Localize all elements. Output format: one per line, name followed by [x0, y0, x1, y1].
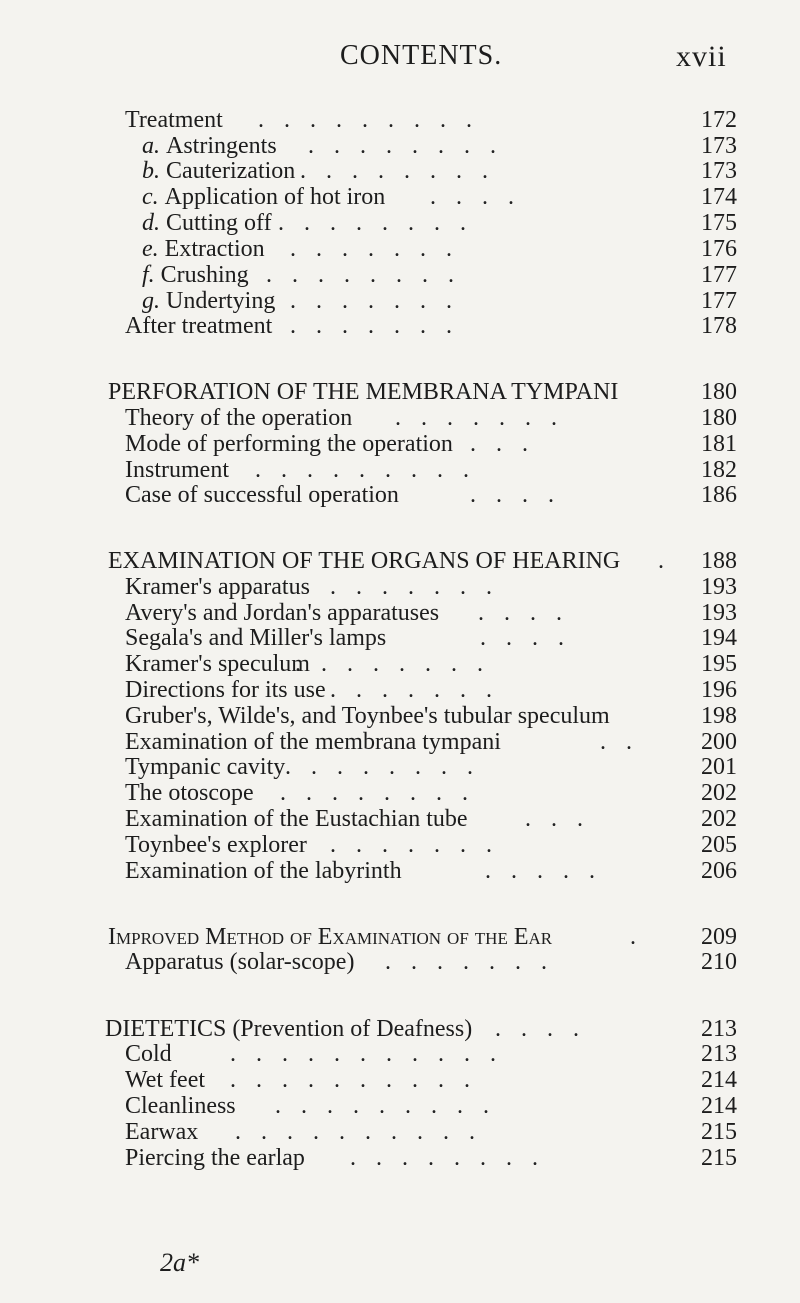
toc-entry-text: Avery's and Jordan's apparatuses: [125, 600, 440, 626]
toc-entry-text: Toynbee's explorer: [125, 832, 307, 858]
toc-leader-dots: . . . . . . . . . .: [230, 1067, 470, 1093]
toc-entry-letter: b.: [142, 158, 166, 184]
toc-leader-dots: . . . . . . . . . . .: [230, 1041, 496, 1067]
toc-entry-text: Cutting off: [166, 210, 272, 236]
toc-entry-page: 215: [701, 1145, 737, 1171]
toc-entry[interactable]: [125, 1144, 737, 1172]
toc-entry[interactable]: [125, 676, 737, 704]
toc-entry-page: 176: [701, 236, 737, 262]
toc-entry-text: Kramer's apparatus: [125, 574, 310, 600]
toc-leader-dots: . .: [600, 729, 632, 755]
toc-leader-dots: . . . . . . . . . .: [235, 1119, 475, 1145]
toc-entry[interactable]: [125, 1040, 737, 1068]
toc-leader-dots: . . . . . . . .: [278, 210, 466, 236]
toc-entry[interactable]: [125, 1118, 737, 1146]
toc-entry[interactable]: [125, 753, 737, 781]
toc-entry-page: 200: [701, 729, 737, 755]
toc-entry-letter: d.: [142, 210, 166, 236]
toc-entry-label: [125, 650, 310, 678]
toc-entry-page: 177: [701, 262, 737, 288]
toc-entry-text: After treatment: [125, 313, 273, 339]
toc-leader-dots: . . . . . . . .: [285, 754, 473, 780]
toc-entry-page: 215: [701, 1119, 737, 1145]
toc-entry[interactable]: [125, 404, 737, 432]
toc-entry-page: 202: [701, 806, 737, 832]
toc-entry[interactable]: [108, 547, 737, 575]
toc-entry[interactable]: [125, 312, 737, 340]
toc-leader-dots: . . . . . . .: [330, 677, 492, 703]
toc-leader-dots: . . . . . . . .: [300, 158, 488, 184]
toc-entry-page: 193: [701, 574, 737, 600]
toc-leader-dots: . . . . . . . .: [295, 651, 483, 677]
toc-leader-dots: . . . . . . .: [330, 832, 492, 858]
toc-leader-dots: .: [658, 548, 664, 574]
toc-entry-page: 173: [701, 158, 737, 184]
toc-leader-dots: . . . .: [470, 482, 554, 508]
toc-entry-page: 180: [701, 379, 737, 405]
toc-entry-label: [125, 676, 326, 704]
toc-entry[interactable]: [125, 857, 737, 885]
toc-entry[interactable]: [142, 183, 737, 211]
toc-entry-label: [125, 312, 272, 340]
toc-leader-dots: . . . .: [478, 600, 562, 626]
running-title: CONTENTS.: [340, 40, 503, 71]
toc-entry-label: [125, 404, 352, 432]
toc-entry-page: 214: [701, 1067, 737, 1093]
toc-leader-dots: . . . . . . . . .: [275, 1093, 489, 1119]
toc-entry-page: 175: [701, 210, 737, 236]
toc-entry[interactable]: [125, 624, 737, 652]
toc-entry[interactable]: [125, 106, 737, 134]
toc-entry-text: Examination of the membrana tympani: [125, 729, 501, 755]
toc-entry-page: 213: [701, 1016, 737, 1042]
toc-entry-text: Undertying: [166, 288, 276, 314]
toc-leader-dots: . . . . . . .: [290, 236, 452, 262]
toc-leader-dots: . . . .: [480, 625, 564, 651]
toc-entry-label: [142, 157, 295, 185]
toc-entry[interactable]: [108, 378, 737, 406]
toc-entry[interactable]: [142, 209, 737, 237]
toc-entry[interactable]: [125, 779, 737, 807]
toc-entry-text: Segala's and Miller's lamps: [125, 625, 387, 651]
toc-entry-page: 181: [701, 431, 737, 457]
toc-entry-letter: f.: [142, 262, 161, 288]
toc-entry-text: Theory of the operation: [125, 405, 353, 431]
toc-entry-text: Crushing: [160, 262, 249, 288]
toc-entry-text: Application of hot iron: [164, 184, 386, 210]
toc-entry-page: 193: [701, 600, 737, 626]
toc-entry-text: Examination of the Eustachian tube: [125, 806, 468, 832]
toc-entry-label: [105, 1015, 472, 1043]
toc-entry[interactable]: [125, 728, 737, 756]
toc-entry-label: [125, 599, 439, 627]
toc-leader-dots: . . . . . . . . .: [255, 457, 469, 483]
toc-entry-letter: e.: [142, 236, 165, 262]
page-header: [0, 40, 800, 80]
toc-entry-label: [125, 1144, 305, 1172]
toc-entry-text: Cauterization: [166, 158, 296, 184]
toc-entry-page: 195: [701, 651, 737, 677]
toc-leader-dots: . . . . . . . . .: [240, 262, 454, 288]
toc-leader-dots: . . . . .: [485, 858, 595, 884]
toc-leader-dots: . . . . . . .: [330, 574, 492, 600]
toc-leader-dots: . . . . . . . .: [280, 780, 468, 806]
toc-entry-text: Kramer's speculum: [125, 651, 310, 677]
signature-mark: 2a*: [160, 1248, 199, 1277]
toc-entry-page: 174: [701, 184, 737, 210]
toc-entry-text: Instrument: [125, 457, 229, 483]
toc-leader-dots: .: [630, 924, 636, 950]
toc-entry[interactable]: [125, 948, 737, 976]
toc-entry-text: PERFORATION OF THE MEMBRANA TYMPANI: [108, 379, 619, 405]
toc-entry-page: 177: [701, 288, 737, 314]
toc-entry[interactable]: [125, 599, 737, 627]
toc-entry-text: Apparatus (solar-scope): [125, 949, 355, 975]
toc-entry[interactable]: [125, 831, 737, 859]
toc-entry-page: 202: [701, 780, 737, 806]
toc-entry-text: Piercing the earlap: [125, 1145, 305, 1171]
toc-entry-label: [125, 430, 453, 458]
toc-entry[interactable]: [125, 702, 737, 730]
toc-entry-page: 182: [701, 457, 737, 483]
toc-entry-text: Improved Method of Examination of the Ear: [108, 924, 553, 950]
toc-entry-text: Gruber's, Wilde's, and Toynbee's tubular speculum: [125, 703, 610, 729]
toc-entry-label: [125, 948, 354, 976]
toc-entry-label: [125, 779, 254, 807]
toc-entry-letter: a.: [142, 133, 166, 159]
toc-entry-page: 209: [701, 924, 737, 950]
page-number: xvii: [676, 40, 727, 73]
toc-entry-label: [125, 753, 285, 781]
toc-entry-text: Directions for its use: [125, 677, 326, 703]
toc-entry-label: [125, 857, 402, 885]
toc-entry-text: Cold: [125, 1041, 172, 1067]
toc-leader-dots: . . . . . . .: [385, 949, 547, 975]
toc-entry-page: 210: [701, 949, 737, 975]
toc-entry[interactable]: [105, 1015, 737, 1043]
toc-entry-page: 194: [701, 625, 737, 651]
toc-entry[interactable]: [125, 481, 737, 509]
toc-leader-dots: . . . . . . . .: [308, 133, 496, 159]
toc-entry-label: [125, 1040, 172, 1068]
toc-entry-label: [142, 132, 277, 160]
toc-entry-label: [125, 728, 501, 756]
toc-leader-dots: . . . .: [495, 1016, 579, 1042]
toc-entry-text: Treatment: [125, 107, 223, 133]
toc-entry-page: 186: [701, 482, 737, 508]
toc-entry-text: Wet feet: [125, 1067, 206, 1093]
toc-entry-page: 205: [701, 832, 737, 858]
toc-entry-label: [125, 702, 610, 730]
toc-entry-label: [125, 1066, 205, 1094]
toc-entry[interactable]: [142, 132, 737, 160]
toc-entry-label: [125, 1118, 198, 1146]
toc-entry[interactable]: [142, 235, 737, 263]
toc-leader-dots: . . . . . . . . .: [258, 107, 472, 133]
toc-entry-letter: c.: [142, 184, 165, 210]
toc-entry-text: Case of successful operation: [125, 482, 399, 508]
toc-entry-label: [142, 209, 272, 237]
toc-entry-label: [125, 456, 229, 484]
toc-entry-text: Extraction: [164, 236, 265, 262]
toc-entry-label: [142, 261, 249, 289]
toc-entry-page: 178: [701, 313, 737, 339]
toc-entry[interactable]: [142, 261, 737, 289]
toc-entry-page: 214: [701, 1093, 737, 1119]
toc-entry-text: Examination of the labyrinth: [125, 858, 402, 884]
toc-entry-label: [125, 481, 399, 509]
toc-entry-text: The otoscope: [125, 780, 254, 806]
toc-leader-dots: . . . .: [430, 184, 514, 210]
toc-entry[interactable]: [125, 650, 737, 678]
toc-entry-label: [108, 923, 552, 951]
toc-entry-text: Earwax: [125, 1119, 199, 1145]
toc-leader-dots: . . .: [525, 806, 583, 832]
toc-entry-page: 180: [701, 405, 737, 431]
toc-entry-letter: g.: [142, 288, 166, 314]
toc-entry[interactable]: [125, 573, 737, 601]
toc-entry-label: [125, 624, 386, 652]
toc-entry-text: Mode of performing the operation: [125, 431, 453, 457]
toc-entry[interactable]: [125, 1066, 737, 1094]
toc-entry-label: [108, 378, 618, 406]
toc-entry[interactable]: [142, 157, 737, 185]
toc-entry[interactable]: [125, 1092, 737, 1120]
toc-entry[interactable]: [125, 430, 737, 458]
toc-entry-page: 198: [701, 703, 737, 729]
toc-entry-label: [125, 1092, 236, 1120]
toc-entry-page: 196: [701, 677, 737, 703]
toc-entry-label: [142, 183, 385, 211]
toc-entry-label: [125, 831, 307, 859]
toc-entry-label: [142, 235, 265, 263]
toc-entry-page: 172: [701, 107, 737, 133]
toc-entry-text: DIETETICS (Prevention of Deafness): [105, 1016, 473, 1042]
toc-entry[interactable]: [125, 456, 737, 484]
toc-entry-label: [125, 805, 468, 833]
toc-leader-dots: . . . . . . . .: [350, 1145, 538, 1171]
toc-entry-label: [125, 573, 310, 601]
toc-entry-page: 206: [701, 858, 737, 884]
toc-leader-dots: . . . . . . .: [395, 405, 557, 431]
toc-entry-page: 188: [701, 548, 737, 574]
toc-entry-page: 213: [701, 1041, 737, 1067]
toc-entry-text: EXAMINATION OF THE ORGANS OF HEARING: [108, 548, 621, 574]
toc-entry-text: Astringents: [166, 133, 277, 159]
toc-entry-page: 173: [701, 133, 737, 159]
toc-entry-label: [108, 547, 620, 575]
toc-entry[interactable]: [108, 923, 737, 951]
toc-entry-text: Cleanliness: [125, 1093, 236, 1119]
toc-leader-dots: . . .: [470, 431, 528, 457]
toc-leader-dots: . . . . . . .: [290, 313, 452, 339]
toc-entry[interactable]: [142, 287, 737, 315]
toc-leader-dots: . . . . . . .: [290, 288, 452, 314]
toc-entry-label: [142, 287, 275, 315]
toc-entry-page: 201: [701, 754, 737, 780]
toc-entry-label: [125, 106, 223, 134]
toc-entry-text: Tympanic cavity: [125, 754, 286, 780]
toc-entry[interactable]: [125, 805, 737, 833]
